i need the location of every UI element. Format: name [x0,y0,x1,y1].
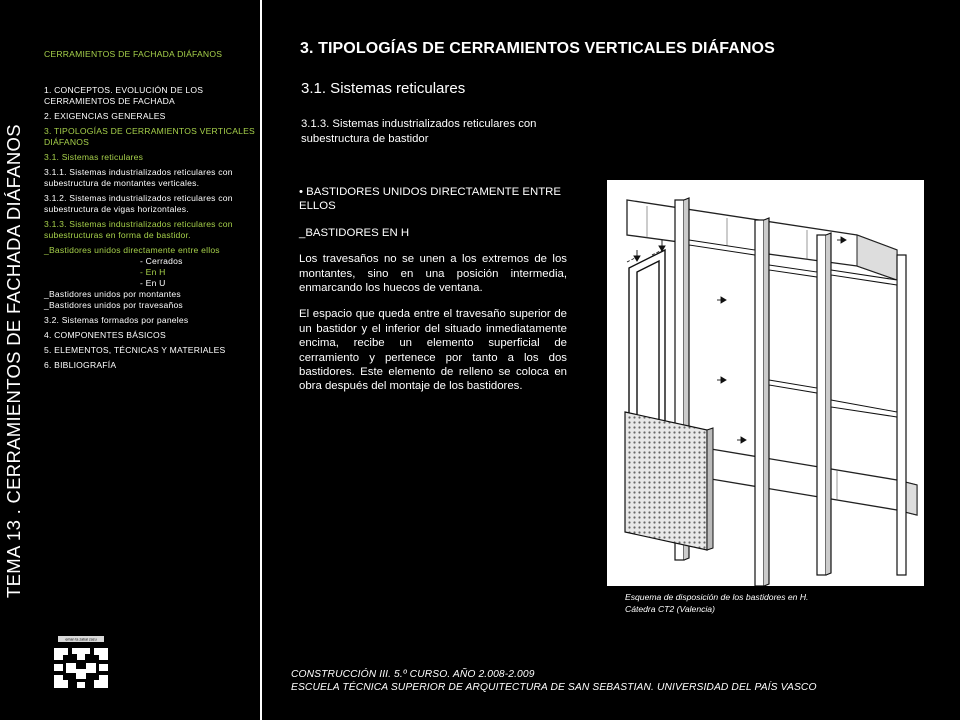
sidebar-item-bastidor[interactable]: 3.1.3. Sistemas industrializados reticulares con subestructuras en forma de bastidor. [44,219,233,240]
divider-line [260,0,262,720]
footer-school: ESCUELA TÉCNICA SUPERIOR DE ARQUITECTURA DE SAN SEBASTIAN. UNIVERSIDAD DEL PAÍS VASCO [291,682,817,693]
sidebar-item-componentes[interactable]: 4. COMPONENTES BÁSICOS [44,330,166,340]
paragraph-2: El espacio que queda entre el travesaño superior de un bastidor y el inferior del situado inmediatamente encima, recibe un elemento superficial de cerramiento y pertenece por tanto a los dos bastidores. Este elemento de relleno se coloca en obra después del montaje de los bastidores. [299,308,567,393]
sidebar-heading: CERRAMIENTOS DE FACHADA DIÁFANOS [44,49,223,59]
sidebar-item-paneles[interactable]: 3.2. Sistemas formados por paneles [44,315,189,325]
footer [291,668,817,694]
sidebar-item-bibliografia[interactable]: 6. BIBLIOGRAFÍA [44,360,117,370]
sidebar-item-en-h[interactable]: - En H [140,267,166,277]
sidebar-item-montantes[interactable]: 3.1.1. Sistemas industrializados reticulares con subestructura de montantes verticales. [44,167,233,188]
bullet-heading: • BASTIDORES UNIDOS DIRECTAMENTE ENTRE ELLOS [299,186,561,213]
sidebar-item-cerrados[interactable]: - Cerrados [140,256,183,266]
figure-caption [625,592,808,615]
section-subtitle: 3.1. Sistemas reticulares [301,80,466,97]
sidebar-item-conceptos[interactable]: 1. CONCEPTOS. EVOLUCIÓN DE LOS CERRAMIENTOS DE FACHADA [44,85,204,106]
sidebar-item-exigencias[interactable]: 2. EXIGENCIAS GENERALES [44,111,166,121]
sidebar-item-elementos[interactable]: 5. ELEMENTOS, TÉCNICAS Y MATERIALES [44,345,226,355]
vertical-title: TEMA 13 . CERRAMIENTOS DE FACHADA DIÁFANOS [3,124,24,598]
caption-line-1: Esquema de disposición de los bastidores en H. [625,592,809,602]
sidebar-item-bastidores-directos[interactable]: _Bastidores unidos directamente entre ellos [44,245,220,255]
sidebar-item-vigas[interactable]: 3.1.2. Sistemas industrializados reticulares con subestructura de vigas horizontales. [44,193,233,214]
bastidores-drawing [607,180,924,586]
sidebar-item-tipologias[interactable]: 3. TIPOLOGÍAS DE CERRAMIENTOS VERTICALES DIÁFANOS [44,126,255,147]
sidebar-item-por-montantes[interactable]: _Bastidores unidos por montantes [44,289,181,299]
footer-course: CONSTRUCCIÓN III. 5.º CURSO. AÑO 2.008-2.009 [291,669,535,680]
sidebar-item-reticulares[interactable]: 3.1. Sistemas reticulares [44,152,144,162]
caption-line-2: Cátedra CT2 (Valencia) [625,603,715,614]
bastidores-diagram [607,180,924,586]
page-title: 3. TIPOLOGÍAS DE CERRAMIENTOS VERTICALES DIÁFANOS [300,40,775,57]
sidebar-item-en-u[interactable]: - En U [140,278,166,288]
sidebar-index [44,49,258,375]
body-text [299,185,567,406]
sidebar-item-por-travesanos[interactable]: _Bastidores unidos por travesaños [44,300,183,310]
section-subsubtitle: 3.1.3. Sistemas industrializados reticulares con subestructura de bastidor [301,118,537,145]
paragraph-1: Los travesaños no se unen a los extremos de los montantes, sino en una posición intermedia, enmarcando los huecos de ventana. [299,253,567,295]
university-logo [52,636,110,692]
section-heading: _BASTIDORES EN H [299,226,410,239]
logo-text: eman ta zabal zazu [65,637,97,642]
